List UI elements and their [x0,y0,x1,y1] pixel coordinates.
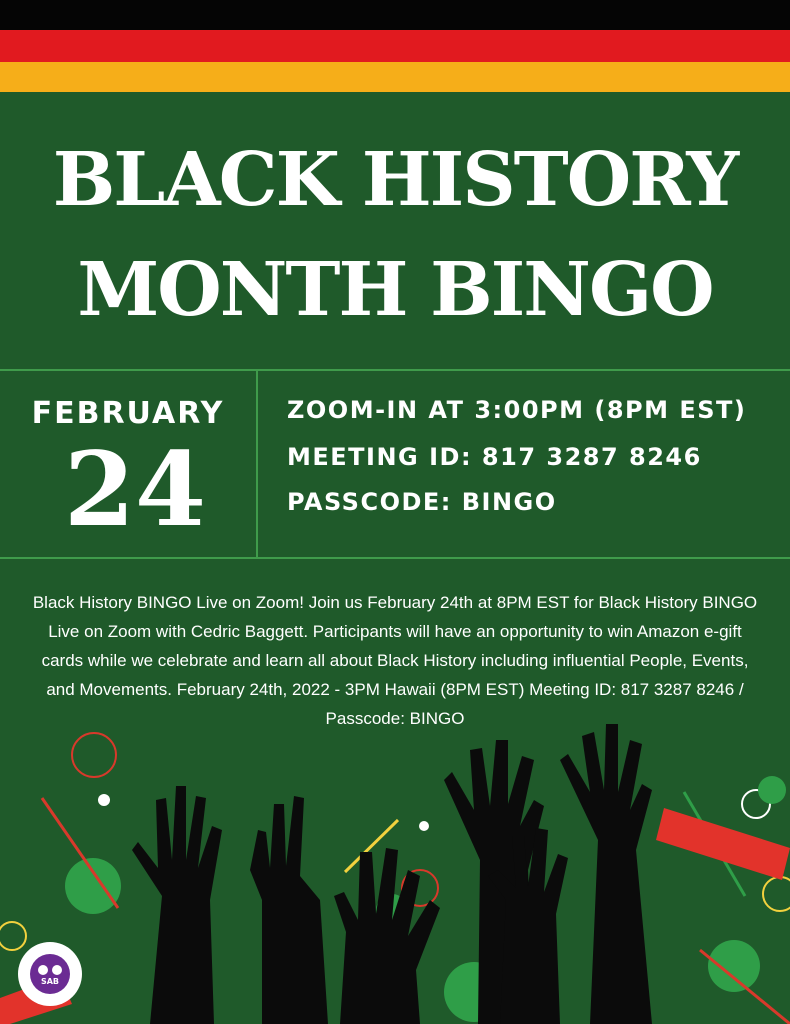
divider-top [0,369,790,371]
passcode: PASSCODE: BINGO [287,488,557,516]
svg-text:SAB: SAB [40,977,60,986]
top-stripe-gold [0,62,790,92]
event-month: FEBRUARY [31,396,225,431]
meeting-id: MEETING ID: 817 3287 8246 [287,443,702,471]
title-line-2: MONTH BINGO [77,247,713,333]
top-stripe-black [0,0,790,30]
title-line-1: BLACK HISTORY [52,137,738,223]
raised-hands-illustration [0,700,790,1024]
student-activities-board-logo [18,942,82,1006]
event-time: ZOOM-IN AT 3:00PM (8PM EST) [287,396,747,424]
event-day: 24 [64,430,206,550]
divider-bottom [0,557,790,559]
event-description: Black History BINGO Live on Zoom! Join us February 24th at 8PM EST for Black History BINGO Live on Zoom with Cedric Baggett. Participants will have an opportunity to win Amazon e-gift cards while we celebrate and learn all about Black History including influential People, Events, and Movements. February 24th, 2022 - 3PM Hawaii (8PM EST) Meeting ID: 817 3287 8246 / Passcode: BINGO [32,593,758,728]
hand-silhouettes [132,724,652,1024]
top-stripe-red [0,30,790,62]
